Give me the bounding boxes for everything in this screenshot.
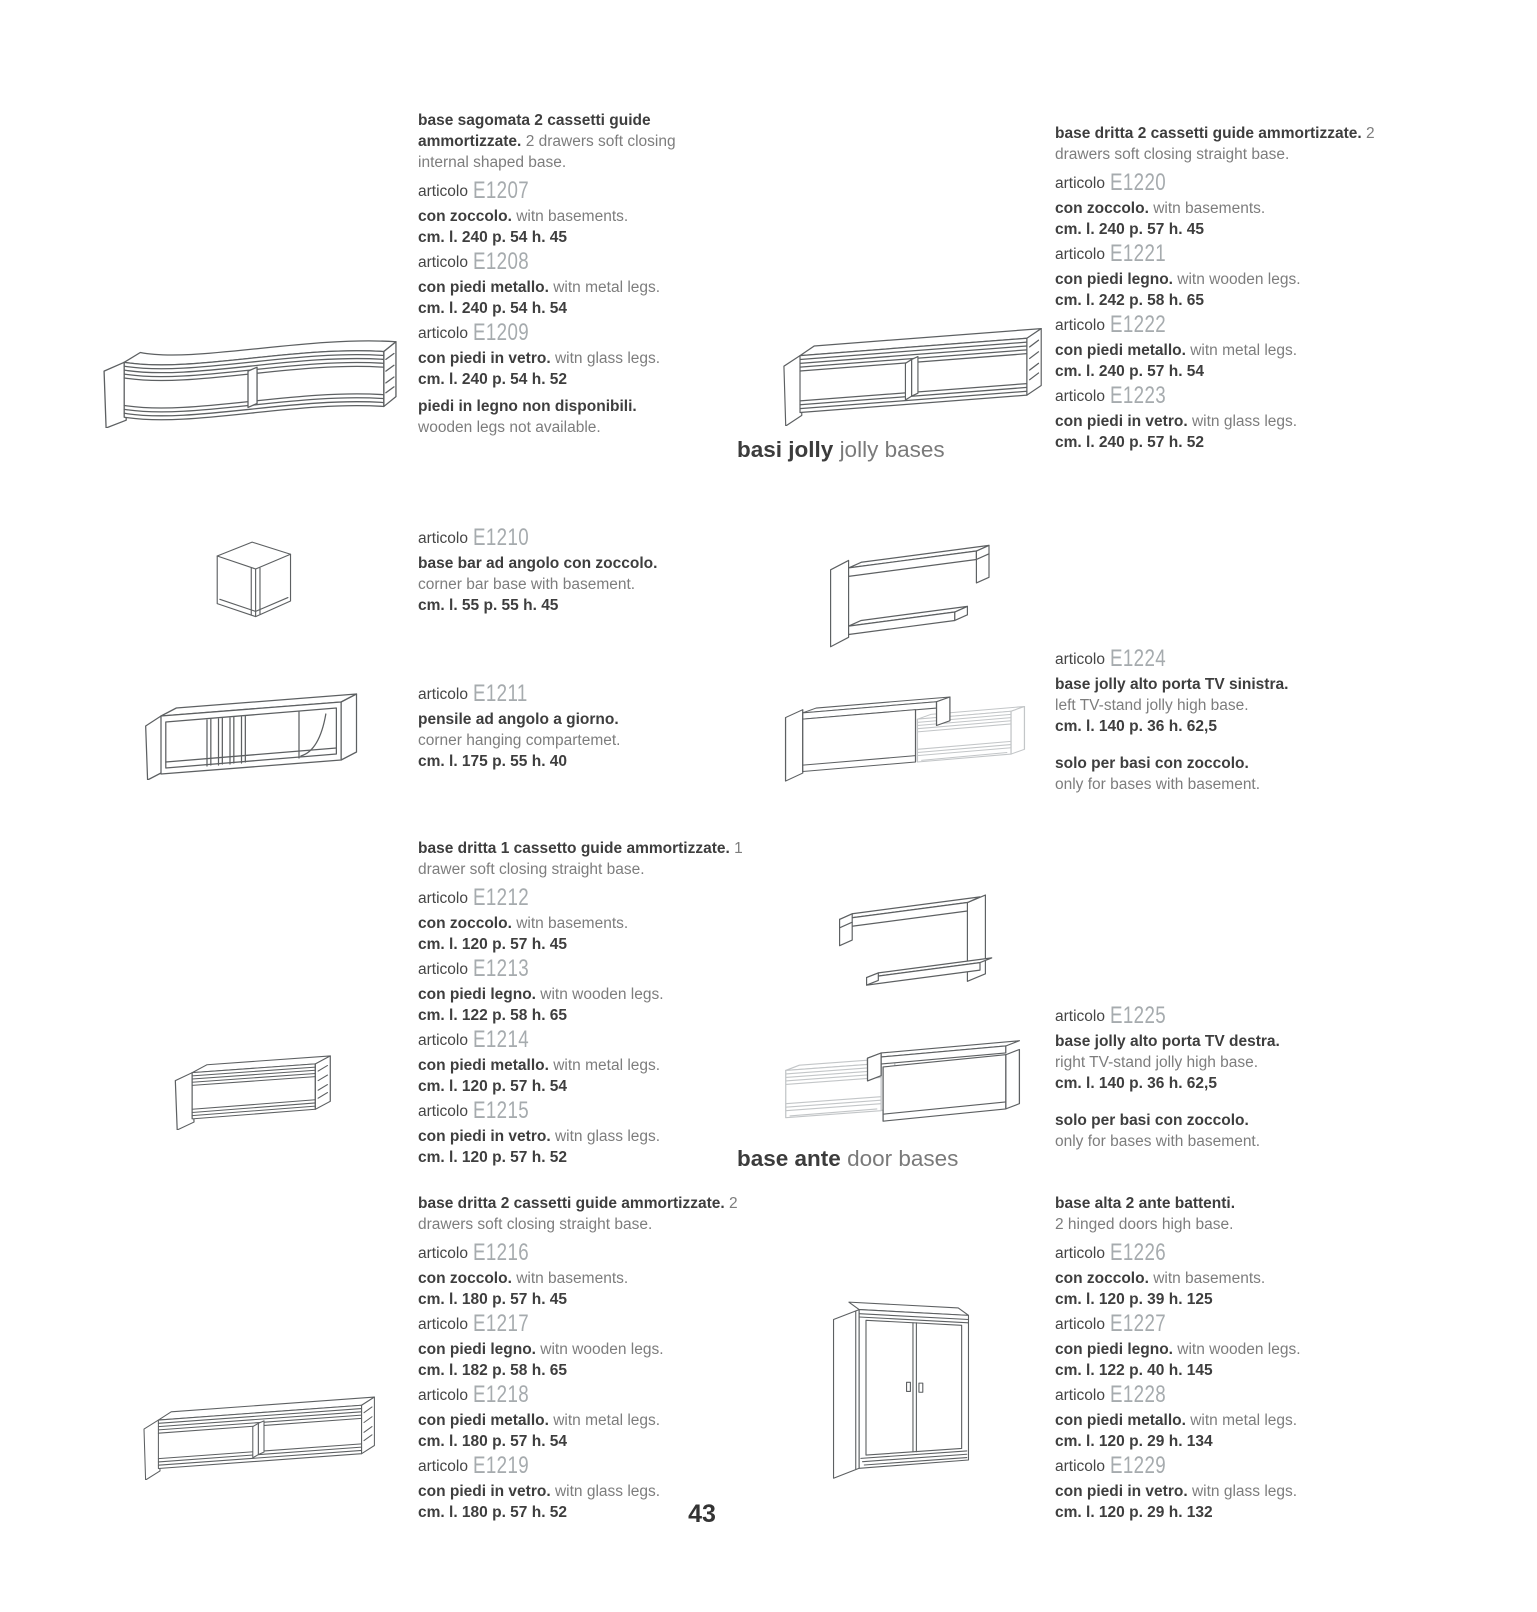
article-entry — [418, 248, 698, 319]
article-number: E1225 — [1109, 1002, 1167, 1029]
article-entry — [1055, 1381, 1385, 1452]
drawing-corner-bar-base — [205, 530, 301, 627]
articolo-label: articolo — [1055, 1387, 1105, 1404]
articolo-label: articolo — [418, 530, 468, 547]
dimensions: cm. l. 240 p. 54 h. 45 — [418, 229, 568, 246]
section-title: base sagomata 2 cassetti guide ammortizzate. 2 drawers soft closing internal shaped base. — [418, 112, 676, 171]
variant-en: witn basements. — [516, 208, 629, 225]
drawing-high-door-base — [825, 1298, 983, 1484]
shaped-base-illustration — [92, 328, 404, 428]
article-list — [418, 177, 698, 390]
variant-en: witn glass legs. — [1191, 1483, 1298, 1500]
variant-it: con piedi metallo. — [418, 1057, 549, 1074]
dimensions: cm. l. 240 p. 57 h. 52 — [1055, 434, 1205, 451]
variant-it: base jolly alto porta TV sinistra. — [1055, 676, 1289, 693]
article-number: E1226 — [1109, 1239, 1167, 1266]
dimensions: cm. l. 120 p. 57 h. 45 — [418, 936, 568, 953]
article-entry — [418, 1026, 753, 1097]
variant-it: con piedi in vetro. — [1055, 413, 1188, 430]
variant-en: witn wooden legs. — [1177, 1341, 1301, 1358]
article-entry — [418, 177, 698, 248]
articolo-label: articolo — [418, 1103, 468, 1120]
variant-it: con piedi metallo. — [1055, 342, 1186, 359]
variant-it: con piedi metallo. — [1055, 1412, 1186, 1429]
cabinet-illustration — [825, 1298, 983, 1484]
long-base-illustration — [136, 1388, 376, 1480]
variant-it: con piedi in vetro. — [1055, 1483, 1188, 1500]
article-list — [1055, 169, 1400, 453]
variant-it: con piedi metallo. — [418, 279, 549, 296]
dimensions: cm. l. 120 p. 57 h. 54 — [418, 1078, 568, 1095]
section-e1210 — [418, 524, 728, 616]
variant-it: con piedi in vetro. — [418, 1128, 551, 1145]
articolo-label: articolo — [418, 1245, 468, 1262]
article-number: E1217 — [472, 1310, 530, 1337]
variant-en: witn glass legs. — [554, 1483, 661, 1500]
article-entry — [1055, 311, 1400, 382]
jolly-right-illustration — [818, 880, 998, 1002]
drawing-straight-base-240 — [775, 318, 1043, 426]
section-high-door-base — [1055, 1193, 1385, 1523]
drawing-jolly-right-unit — [818, 880, 998, 1002]
article-number: E1222 — [1109, 311, 1167, 338]
header-basi-jolly — [737, 437, 945, 463]
variant-it: con piedi legno. — [418, 986, 536, 1003]
article-number: E1219 — [472, 1452, 530, 1479]
drawing-corner-hanging — [138, 684, 368, 780]
page-number: 43 — [688, 1500, 716, 1528]
dimensions: cm. l. 180 p. 57 h. 52 — [418, 1504, 568, 1521]
corner-bar-illustration — [205, 530, 301, 627]
article-number: E1212 — [472, 884, 530, 911]
article-entry — [1055, 1310, 1385, 1381]
article-number: E1211 — [472, 680, 528, 707]
article-entry — [418, 1310, 753, 1381]
variant-it: base bar ad angolo con zoccolo. — [418, 555, 658, 572]
article-number: E1223 — [1109, 382, 1167, 409]
variant-it: con piedi legno. — [1055, 1341, 1173, 1358]
variant-en: witn wooden legs. — [1177, 271, 1301, 288]
variant-en: witn metal legs. — [553, 1057, 661, 1074]
article-entry — [1055, 169, 1400, 240]
dimensions: cm. l. 175 p. 55 h. 40 — [418, 753, 568, 770]
articolo-label: articolo — [418, 1032, 468, 1049]
variant-en: witn basements. — [516, 1270, 629, 1287]
variant-it: con piedi metallo. — [418, 1412, 549, 1429]
variant-en: witn basements. — [1153, 1270, 1266, 1287]
variant-en: witn basements. — [516, 915, 629, 932]
variant-en: witn glass legs. — [554, 1128, 661, 1145]
dimensions: cm. l. 122 p. 58 h. 65 — [418, 1007, 568, 1024]
dimensions: cm. l. 120 p. 29 h. 134 — [1055, 1433, 1213, 1450]
section-straight-base-240 — [1055, 123, 1400, 453]
variant-it: con piedi legno. — [1055, 271, 1173, 288]
dimensions: cm. l. 240 p. 54 h. 52 — [418, 371, 568, 388]
articolo-label: articolo — [418, 1387, 468, 1404]
note-zoccolo-only: solo per basi con zoccolo. only for bases with basement. — [1055, 1112, 1261, 1150]
dimensions: cm. l. 240 p. 57 h. 45 — [1055, 221, 1205, 238]
variant-en: witn wooden legs. — [540, 1341, 664, 1358]
note-zoccolo-only: solo per basi con zoccolo. only for bases with basement. — [1055, 755, 1261, 793]
variant-it: con piedi in vetro. — [418, 1483, 551, 1500]
variant-en: right TV-stand jolly high base. — [1055, 1054, 1259, 1071]
straight-base-illustration — [775, 318, 1043, 426]
article-number: E1215 — [472, 1097, 530, 1124]
article-number: E1221 — [1109, 240, 1167, 267]
variant-it: con zoccolo. — [418, 208, 512, 225]
articolo-label: articolo — [1055, 1316, 1105, 1333]
articolo-label: articolo — [418, 183, 468, 200]
drawing-jolly-left-unit — [818, 536, 998, 658]
section-title: base dritta 2 cassetti guide ammortizzate. 2 drawers soft closing straight base. — [418, 1195, 738, 1233]
variant-it: con piedi legno. — [418, 1341, 536, 1358]
jolly-right-combo-illustration — [776, 1018, 1034, 1136]
dimensions: cm. l. 55 p. 55 h. 45 — [418, 597, 559, 614]
header-basi-jolly-en: jolly bases — [839, 437, 945, 462]
articolo-label: articolo — [1055, 388, 1105, 405]
variant-it: con zoccolo. — [1055, 200, 1149, 217]
article-entry — [418, 1239, 753, 1310]
variant-en: left TV-stand jolly high base. — [1055, 697, 1249, 714]
articolo-label: articolo — [418, 961, 468, 978]
article-entry — [418, 884, 753, 955]
drawing-shaped-base — [92, 328, 404, 428]
section-shaped-base — [418, 110, 698, 438]
article-entry — [1055, 382, 1400, 453]
variant-it: con zoccolo. — [1055, 1270, 1149, 1287]
articolo-label: articolo — [1055, 246, 1105, 263]
dimensions: cm. l. 140 p. 36 h. 62,5 — [1055, 1075, 1217, 1092]
variant-en: witn metal legs. — [1190, 1412, 1298, 1429]
variant-en: witn wooden legs. — [540, 986, 664, 1003]
article-entry — [1055, 240, 1400, 311]
article-number: E1208 — [472, 248, 530, 275]
articolo-label: articolo — [418, 686, 468, 703]
articolo-label: articolo — [1055, 651, 1105, 668]
jolly-left-illustration — [818, 536, 998, 658]
article-number: E1218 — [472, 1381, 530, 1408]
article-list — [1055, 1239, 1385, 1523]
variant-en: witn metal legs. — [553, 1412, 661, 1429]
variant-en: witn metal legs. — [553, 279, 661, 296]
article-number: E1228 — [1109, 1381, 1167, 1408]
article-number: E1227 — [1109, 1310, 1167, 1337]
articolo-label: articolo — [418, 890, 468, 907]
dimensions: cm. l. 120 p. 39 h. 125 — [1055, 1291, 1213, 1308]
article-number: E1209 — [472, 319, 530, 346]
variant-it: con zoccolo. — [418, 1270, 512, 1287]
dimensions: cm. l. 182 p. 58 h. 65 — [418, 1362, 568, 1379]
article-number: E1229 — [1109, 1452, 1167, 1479]
section-e1211 — [418, 680, 728, 772]
article-list — [418, 1239, 753, 1523]
article-entry — [418, 1097, 753, 1168]
dimensions: cm. l. 242 p. 58 h. 65 — [1055, 292, 1205, 309]
articolo-label: articolo — [1055, 1008, 1105, 1025]
articolo-label: articolo — [1055, 175, 1105, 192]
articolo-label: articolo — [1055, 1458, 1105, 1475]
dimensions: cm. l. 180 p. 57 h. 54 — [418, 1433, 568, 1450]
header-base-ante — [737, 1146, 958, 1172]
drawing-straight-base-120 — [166, 1044, 334, 1130]
variant-en: witn glass legs. — [1191, 413, 1298, 430]
articolo-label: articolo — [418, 325, 468, 342]
drawing-straight-base-180 — [136, 1388, 376, 1480]
header-base-ante-it: base ante — [737, 1146, 841, 1171]
section-straight-base-120 — [418, 838, 753, 1168]
variant-en: witn metal legs. — [1190, 342, 1298, 359]
article-entry — [418, 955, 753, 1026]
section-title: base alta 2 ante battenti. 2 hinged doors high base. — [1055, 1195, 1236, 1233]
drawing-jolly-left-combo — [776, 670, 1034, 785]
dimensions: cm. l. 120 p. 57 h. 52 — [418, 1149, 568, 1166]
article-number: E1224 — [1109, 645, 1167, 672]
section-e1225 — [1055, 1002, 1375, 1152]
variant-it: pensile ad angolo a giorno. — [418, 711, 619, 728]
variant-it: base jolly alto porta TV destra. — [1055, 1033, 1280, 1050]
variant-it: con zoccolo. — [418, 915, 512, 932]
variant-en: corner bar base with basement. — [418, 576, 636, 593]
variant-en: witn glass legs. — [554, 350, 661, 367]
dimensions: cm. l. 240 p. 57 h. 54 — [1055, 363, 1205, 380]
article-number: E1214 — [472, 1026, 530, 1053]
variant-en: corner hanging compartemet. — [418, 732, 621, 749]
dimensions: cm. l. 122 p. 40 h. 145 — [1055, 1362, 1213, 1379]
article-number: E1207 — [472, 177, 530, 204]
articolo-label: articolo — [418, 1316, 468, 1333]
section-title: base dritta 1 cassetto guide ammortizzate. 1 drawer soft closing straight base. — [418, 840, 743, 878]
dimensions: cm. l. 140 p. 36 h. 62,5 — [1055, 718, 1217, 735]
dimensions: cm. l. 120 p. 29 h. 132 — [1055, 1504, 1213, 1521]
dimensions: cm. l. 180 p. 57 h. 45 — [418, 1291, 568, 1308]
article-entry — [1055, 1452, 1385, 1523]
jolly-left-combo-illustration — [776, 670, 1034, 785]
article-number: E1216 — [472, 1239, 530, 1266]
small-base-illustration — [166, 1044, 334, 1130]
article-list — [418, 884, 753, 1168]
variant-en: witn basements. — [1153, 200, 1266, 217]
section-straight-base-180 — [418, 1193, 753, 1523]
article-entry — [418, 319, 698, 390]
article-number: E1220 — [1109, 169, 1167, 196]
article-entry — [1055, 1239, 1385, 1310]
section-e1224 — [1055, 645, 1375, 795]
articolo-label: articolo — [1055, 1245, 1105, 1262]
header-basi-jolly-it: basi jolly — [737, 437, 834, 462]
articolo-label: articolo — [418, 254, 468, 271]
variant-it: con piedi in vetro. — [418, 350, 551, 367]
articolo-label: articolo — [1055, 317, 1105, 334]
articolo-label: articolo — [418, 1458, 468, 1475]
article-number: E1213 — [472, 955, 530, 982]
dimensions: cm. l. 240 p. 54 h. 54 — [418, 300, 568, 317]
article-entry — [418, 1381, 753, 1452]
header-base-ante-en: door bases — [847, 1146, 959, 1171]
section-title: base dritta 2 cassetti guide ammortizzate. 2 drawers soft closing straight base. — [1055, 125, 1375, 163]
corner-hanging-illustration — [138, 684, 368, 780]
drawing-jolly-right-combo — [776, 1018, 1034, 1136]
article-number: E1210 — [472, 524, 530, 551]
note-wooden-legs: piedi in legno non disponibili. wooden legs not available. — [418, 398, 637, 436]
